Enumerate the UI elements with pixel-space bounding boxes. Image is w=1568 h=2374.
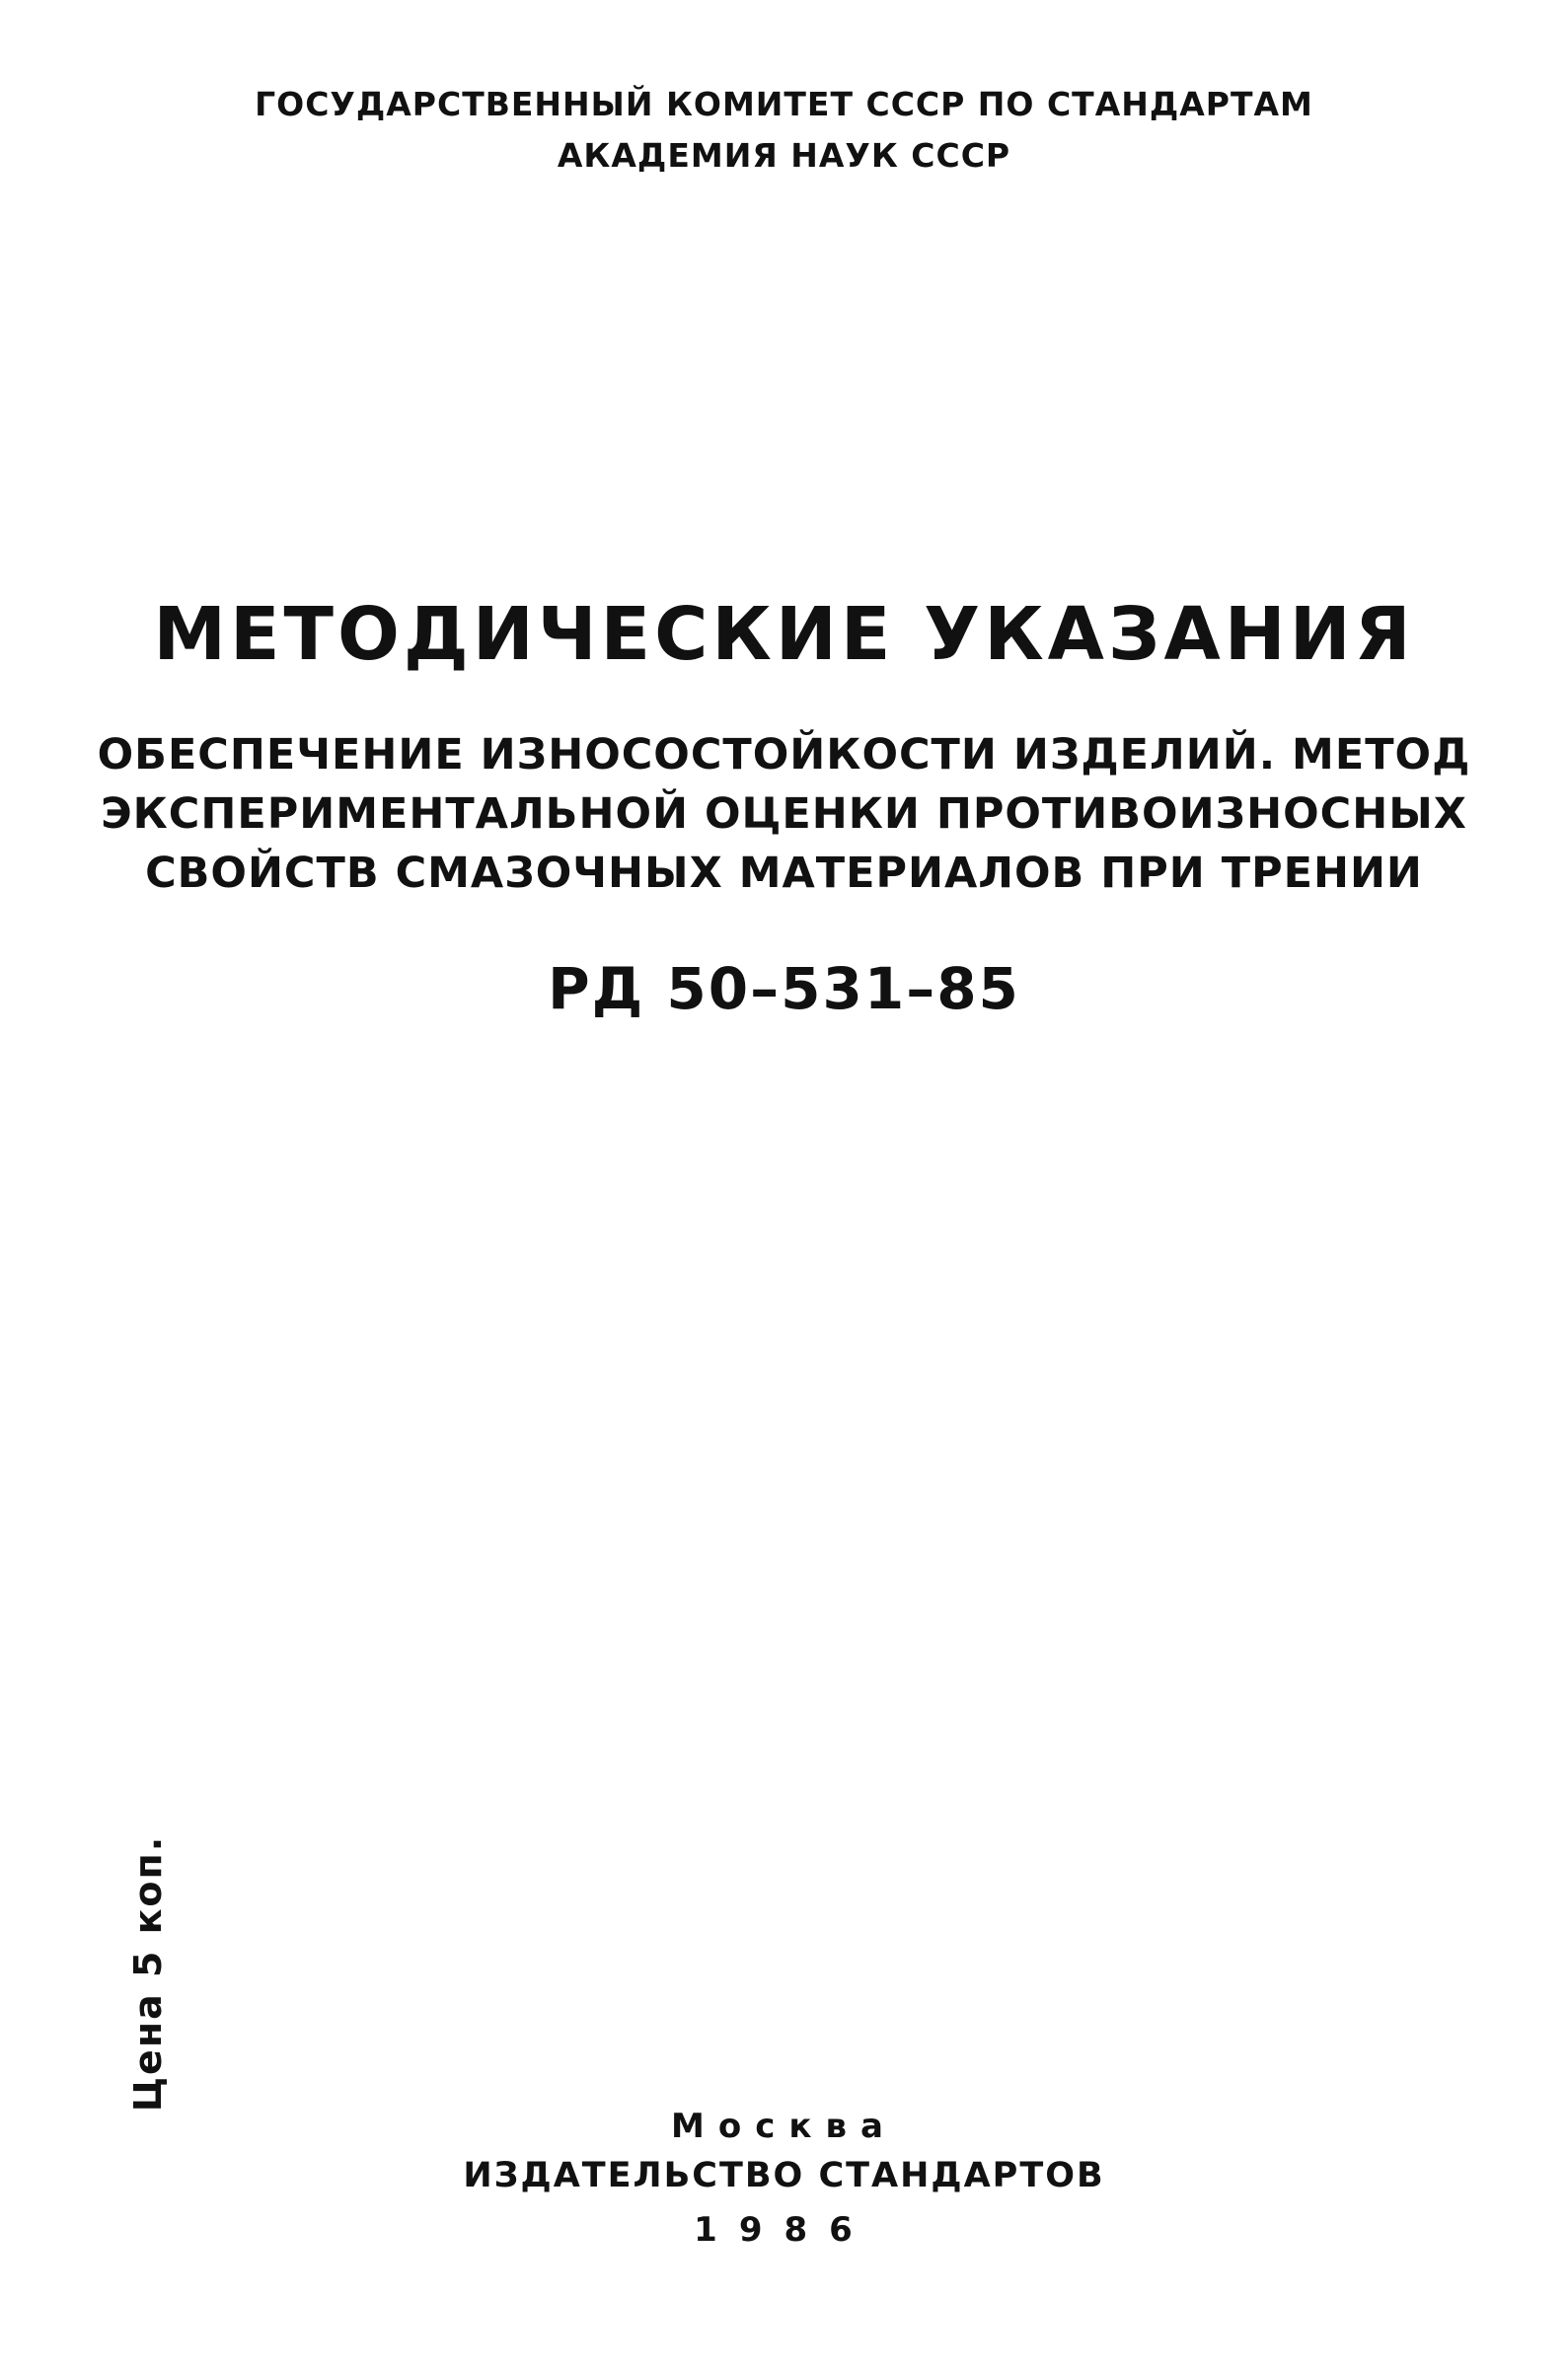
document-type-title: МЕТОДИЧЕСКИЕ УКАЗАНИЯ bbox=[153, 592, 1415, 677]
price-label: Цена 5 коп. bbox=[126, 1834, 170, 2113]
subtitle-line-3: СВОЙСТВ СМАЗОЧНЫХ МАТЕРИАЛОВ ПРИ ТРЕНИИ bbox=[145, 849, 1423, 898]
document-code: РД 50–531–85 bbox=[548, 955, 1020, 1022]
organization-line-1: ГОСУДАРСТВЕННЫЙ КОМИТЕТ СССР ПО СТАНДАРТАМ bbox=[255, 85, 1313, 123]
subtitle-line-2: ЭКСПЕРИМЕНТАЛЬНОЙ ОЦЕНКИ ПРОТИВОИЗНОСНЫХ bbox=[101, 789, 1467, 839]
publisher-name: ИЗДАТЕЛЬСТВО СТАНДАРТОВ bbox=[463, 2156, 1105, 2195]
organization-line-2: АКАДЕМИЯ НАУК СССР bbox=[557, 136, 1011, 175]
publication-year: 1986 bbox=[694, 2210, 874, 2250]
publication-city: Москва bbox=[671, 2107, 897, 2146]
subtitle-line-1: ОБЕСПЕЧЕНИЕ ИЗНОСОСТОЙКОСТИ ИЗДЕЛИЙ. МЕТОД bbox=[97, 730, 1471, 779]
